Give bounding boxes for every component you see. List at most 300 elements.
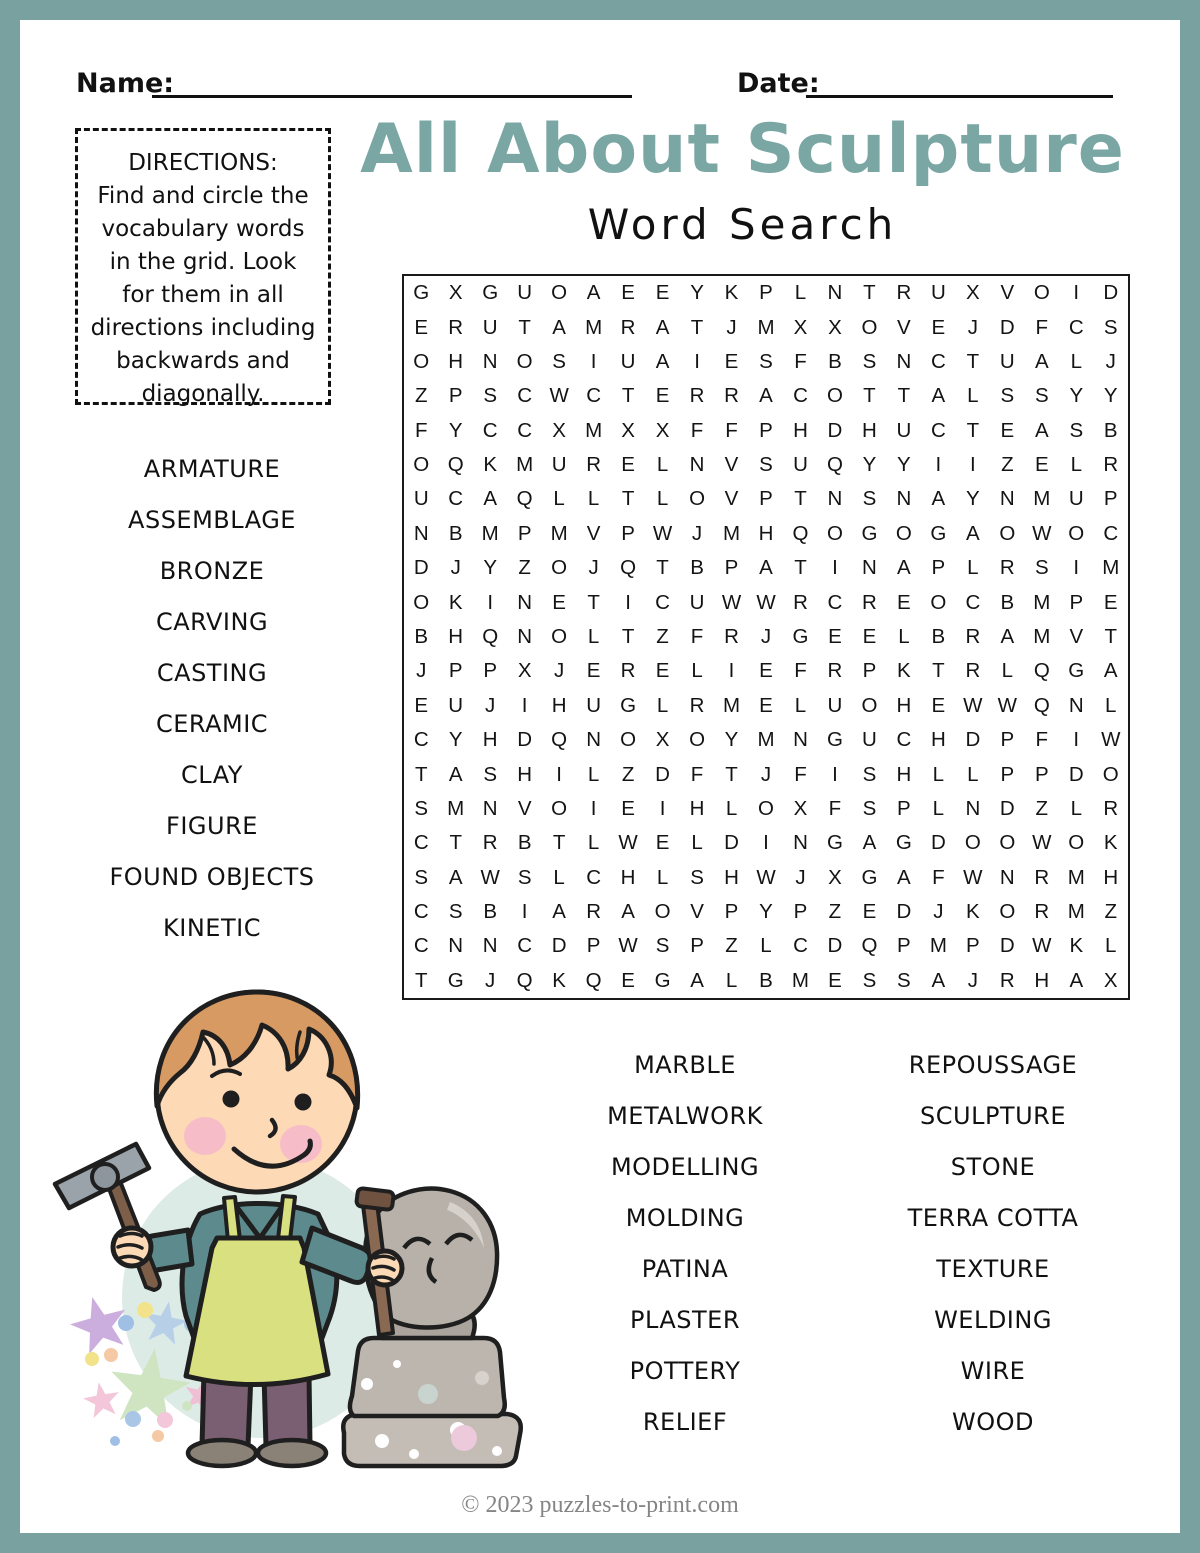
grid-letter[interactable]: Y <box>448 418 463 442</box>
grid-letter[interactable]: W <box>618 934 638 958</box>
grid-letter[interactable]: G <box>654 968 671 992</box>
grid-letter[interactable]: W <box>756 865 776 889</box>
grid-letter[interactable]: O <box>1033 281 1050 305</box>
grid-letter[interactable]: C <box>793 384 808 408</box>
grid-letter[interactable]: S <box>1034 556 1049 580</box>
grid-letter[interactable]: L <box>1070 349 1082 373</box>
grid-letter[interactable]: C <box>413 900 429 924</box>
grid-letter[interactable]: V <box>517 796 532 820</box>
grid-letter[interactable]: C <box>517 934 533 958</box>
grid-letter[interactable]: P <box>759 487 773 511</box>
grid-letter[interactable]: J <box>691 521 703 545</box>
grid-letter[interactable]: L <box>967 762 979 786</box>
grid-letter[interactable]: M <box>550 521 568 545</box>
grid-letter[interactable]: T <box>863 281 876 305</box>
grid-letter[interactable]: L <box>1105 693 1117 717</box>
grid-letter[interactable]: O <box>551 796 568 820</box>
grid-letter[interactable]: T <box>414 968 428 992</box>
grid-letter[interactable]: X <box>517 659 532 683</box>
grid-letter[interactable]: J <box>760 762 772 786</box>
grid-letter[interactable]: L <box>794 281 807 305</box>
grid-letter[interactable]: U <box>793 453 808 477</box>
grid-letter[interactable]: H <box>620 865 636 889</box>
grid-letter[interactable]: L <box>1070 796 1082 820</box>
grid-letter[interactable]: J <box>450 556 461 580</box>
grid-letter[interactable]: P <box>897 934 911 958</box>
grid-letter[interactable]: T <box>656 556 669 580</box>
grid-letter[interactable]: C <box>586 384 602 408</box>
grid-letter[interactable]: L <box>1070 453 1082 477</box>
grid-letter[interactable]: B <box>414 624 429 648</box>
grid-letter[interactable]: R <box>620 659 636 683</box>
grid-letter[interactable]: G <box>826 728 843 752</box>
grid-letter[interactable]: N <box>517 624 533 648</box>
grid-letter[interactable]: C <box>413 831 429 855</box>
grid-letter[interactable]: C <box>586 865 602 889</box>
grid-letter[interactable]: O <box>551 556 568 580</box>
grid-letter[interactable]: B <box>828 349 842 373</box>
grid-letter[interactable]: S <box>862 968 877 992</box>
grid-letter[interactable]: J <box>485 968 496 992</box>
grid-letter[interactable]: A <box>931 968 946 992</box>
grid-letter[interactable]: S <box>483 762 498 786</box>
grid-letter[interactable]: Z <box>518 556 531 580</box>
grid-letter[interactable]: N <box>413 521 429 545</box>
grid-letter[interactable]: M <box>722 693 741 717</box>
grid-letter[interactable]: N <box>827 487 843 511</box>
grid-letter[interactable]: L <box>967 556 979 580</box>
grid-letter[interactable]: E <box>759 693 773 717</box>
grid-letter[interactable]: Q <box>792 521 809 545</box>
grid-letter[interactable]: R <box>827 659 843 683</box>
grid-letter[interactable]: K <box>552 968 566 992</box>
grid-letter[interactable]: T <box>621 624 635 648</box>
grid-letter[interactable]: F <box>690 418 704 442</box>
grid-letter[interactable]: I <box>625 590 631 614</box>
grid-letter[interactable]: N <box>1068 693 1084 717</box>
grid-letter[interactable]: F <box>828 796 842 820</box>
grid-letter[interactable]: H <box>448 624 464 648</box>
grid-letter[interactable]: Y <box>1103 384 1118 408</box>
grid-letter[interactable]: M <box>1067 900 1085 924</box>
grid-letter[interactable]: D <box>413 556 429 580</box>
grid-letter[interactable]: G <box>482 281 499 305</box>
grid-letter[interactable]: B <box>690 556 704 580</box>
grid-letter[interactable]: W <box>652 521 673 545</box>
grid-letter[interactable]: P <box>724 556 739 580</box>
grid-letter[interactable]: C <box>965 590 981 614</box>
grid-letter[interactable]: W <box>721 590 742 614</box>
grid-letter[interactable]: O <box>758 796 774 820</box>
grid-letter[interactable]: N <box>793 831 808 855</box>
grid-letter[interactable]: D <box>1103 281 1119 305</box>
grid-letter[interactable]: O <box>413 453 430 477</box>
grid-letter[interactable]: E <box>724 349 739 373</box>
grid-letter[interactable]: P <box>931 556 946 580</box>
name-input-line[interactable] <box>152 95 632 98</box>
grid-letter[interactable]: T <box>794 487 807 511</box>
grid-letter[interactable]: R <box>620 315 636 339</box>
grid-letter[interactable]: E <box>621 453 635 477</box>
grid-letter[interactable]: A <box>552 315 566 339</box>
grid-letter[interactable]: R <box>586 900 602 924</box>
grid-letter[interactable]: L <box>656 487 669 511</box>
grid-letter[interactable]: N <box>793 728 808 752</box>
grid-letter[interactable]: K <box>966 900 980 924</box>
grid-letter[interactable]: T <box>794 556 807 580</box>
grid-letter[interactable]: A <box>1069 968 1084 992</box>
grid-letter[interactable]: I <box>590 796 597 820</box>
grid-letter[interactable]: M <box>722 521 741 545</box>
grid-letter[interactable]: R <box>896 281 912 305</box>
grid-letter[interactable]: G <box>861 521 878 545</box>
grid-letter[interactable]: A <box>586 281 601 305</box>
grid-letter[interactable]: D <box>827 934 843 958</box>
grid-letter[interactable]: Y <box>448 728 463 752</box>
grid-letter[interactable]: T <box>414 762 428 786</box>
grid-letter[interactable]: E <box>1103 590 1118 614</box>
grid-letter[interactable]: S <box>690 865 704 889</box>
grid-letter[interactable]: L <box>656 453 669 477</box>
grid-letter[interactable]: N <box>896 487 912 511</box>
grid-letter[interactable]: X <box>552 418 566 442</box>
grid-letter[interactable]: E <box>862 900 877 924</box>
grid-letter[interactable]: X <box>793 315 808 339</box>
grid-letter[interactable]: V <box>724 453 739 477</box>
grid-letter[interactable]: E <box>655 831 670 855</box>
grid-letter[interactable]: E <box>655 384 670 408</box>
grid-letter[interactable]: M <box>1033 624 1051 648</box>
grid-letter[interactable]: J <box>760 624 772 648</box>
grid-letter[interactable]: H <box>724 865 739 889</box>
grid-letter[interactable]: H <box>1103 865 1119 889</box>
grid-letter[interactable]: L <box>760 934 772 958</box>
grid-letter[interactable]: R <box>1103 796 1119 820</box>
grid-letter[interactable]: P <box>759 281 773 305</box>
grid-letter[interactable]: J <box>933 900 944 924</box>
grid-letter[interactable]: N <box>517 590 533 614</box>
grid-letter[interactable]: P <box>1034 762 1049 786</box>
grid-letter[interactable]: Z <box>725 934 738 958</box>
grid-letter[interactable]: G <box>620 693 637 717</box>
grid-letter[interactable]: Y <box>483 556 498 580</box>
grid-letter[interactable]: N <box>586 728 602 752</box>
grid-letter[interactable]: U <box>999 349 1015 373</box>
grid-letter[interactable]: A <box>1034 418 1049 442</box>
grid-letter[interactable]: Q <box>620 556 637 580</box>
grid-letter[interactable]: Q <box>585 968 602 992</box>
grid-letter[interactable]: S <box>483 384 498 408</box>
grid-letter[interactable]: L <box>691 659 703 683</box>
grid-letter[interactable]: L <box>587 762 600 786</box>
grid-letter[interactable]: Y <box>724 728 739 752</box>
grid-letter[interactable]: P <box>966 934 980 958</box>
grid-letter[interactable]: D <box>896 900 912 924</box>
grid-letter[interactable]: C <box>1068 315 1084 339</box>
grid-letter[interactable]: A <box>621 900 635 924</box>
grid-letter[interactable]: L <box>725 796 738 820</box>
grid-letter[interactable]: O <box>689 487 706 511</box>
grid-letter[interactable]: P <box>1103 487 1118 511</box>
grid-letter[interactable]: A <box>862 831 877 855</box>
grid-letter[interactable]: I <box>1073 556 1080 580</box>
grid-letter[interactable]: I <box>521 693 528 717</box>
grid-letter[interactable]: D <box>930 831 946 855</box>
grid-letter[interactable]: S <box>414 865 429 889</box>
grid-letter[interactable]: N <box>965 796 981 820</box>
grid-letter[interactable]: A <box>897 556 911 580</box>
grid-letter[interactable]: L <box>691 831 703 855</box>
grid-letter[interactable]: H <box>862 418 877 442</box>
grid-letter[interactable]: C <box>517 384 533 408</box>
grid-letter[interactable]: Y <box>690 281 704 305</box>
grid-letter[interactable]: B <box>448 521 463 545</box>
grid-letter[interactable]: R <box>448 315 464 339</box>
grid-letter[interactable]: P <box>448 659 463 683</box>
grid-letter[interactable]: W <box>997 693 1017 717</box>
grid-letter[interactable]: R <box>1103 453 1119 477</box>
grid-letter[interactable]: C <box>482 418 498 442</box>
grid-letter[interactable]: W <box>1032 934 1052 958</box>
grid-letter[interactable]: L <box>932 796 945 820</box>
grid-letter[interactable]: X <box>1103 968 1118 992</box>
grid-letter[interactable]: O <box>999 900 1016 924</box>
grid-letter[interactable]: P <box>724 900 739 924</box>
grid-letter[interactable]: I <box>487 590 494 614</box>
grid-letter[interactable]: V <box>1000 281 1015 305</box>
grid-letter[interactable]: S <box>862 349 877 373</box>
grid-letter[interactable]: O <box>551 281 568 305</box>
grid-letter[interactable]: M <box>1102 556 1120 580</box>
grid-letter[interactable]: I <box>521 900 528 924</box>
grid-letter[interactable]: L <box>587 831 600 855</box>
grid-letter[interactable]: P <box>1000 728 1015 752</box>
grid-letter[interactable]: A <box>1103 659 1118 683</box>
grid-letter[interactable]: E <box>1034 453 1049 477</box>
grid-letter[interactable]: J <box>554 659 565 683</box>
grid-letter[interactable]: D <box>999 315 1015 339</box>
grid-letter[interactable]: E <box>586 659 601 683</box>
grid-letter[interactable]: L <box>1001 659 1014 683</box>
grid-letter[interactable]: G <box>826 831 843 855</box>
grid-letter[interactable]: L <box>656 865 669 889</box>
grid-letter[interactable]: M <box>1033 590 1051 614</box>
grid-letter[interactable]: P <box>1000 762 1015 786</box>
grid-letter[interactable]: Y <box>966 487 980 511</box>
grid-letter[interactable]: N <box>482 796 498 820</box>
grid-letter[interactable]: T <box>1104 624 1118 648</box>
grid-letter[interactable]: C <box>896 728 912 752</box>
grid-letter[interactable]: I <box>694 349 700 373</box>
grid-letter[interactable]: E <box>828 624 842 648</box>
grid-letter[interactable]: P <box>690 934 704 958</box>
grid-letter[interactable]: Z <box>414 384 428 408</box>
grid-letter[interactable]: R <box>999 968 1015 992</box>
grid-letter[interactable]: F <box>1035 728 1049 752</box>
grid-letter[interactable]: H <box>517 762 533 786</box>
grid-letter[interactable]: I <box>763 831 769 855</box>
grid-letter[interactable]: T <box>690 315 704 339</box>
grid-letter[interactable]: M <box>585 315 603 339</box>
grid-letter[interactable]: L <box>725 968 738 992</box>
date-input-line[interactable] <box>806 95 1113 98</box>
grid-letter[interactable]: S <box>1103 315 1118 339</box>
grid-letter[interactable]: E <box>621 968 635 992</box>
grid-letter[interactable]: Q <box>516 487 533 511</box>
grid-letter[interactable]: W <box>963 693 983 717</box>
grid-letter[interactable]: F <box>690 762 704 786</box>
grid-letter[interactable]: H <box>930 728 946 752</box>
grid-letter[interactable]: R <box>999 556 1015 580</box>
grid-letter[interactable]: I <box>590 349 597 373</box>
grid-letter[interactable]: L <box>553 487 565 511</box>
grid-letter[interactable]: V <box>690 900 704 924</box>
grid-letter[interactable]: K <box>483 453 498 477</box>
grid-letter[interactable]: O <box>551 624 568 648</box>
grid-letter[interactable]: R <box>1034 900 1050 924</box>
grid-letter[interactable]: O <box>895 521 912 545</box>
grid-letter[interactable]: I <box>832 762 838 786</box>
grid-letter[interactable]: H <box>896 762 912 786</box>
grid-letter[interactable]: I <box>970 453 976 477</box>
grid-letter[interactable]: P <box>759 418 773 442</box>
grid-letter[interactable]: H <box>448 349 464 373</box>
grid-letter[interactable]: X <box>828 315 842 339</box>
grid-letter[interactable]: P <box>448 384 463 408</box>
grid-letter[interactable]: A <box>759 384 773 408</box>
grid-letter[interactable]: I <box>556 762 562 786</box>
grid-letter[interactable]: N <box>482 349 498 373</box>
grid-letter[interactable]: Z <box>1001 453 1014 477</box>
grid-letter[interactable]: U <box>517 281 533 305</box>
grid-letter[interactable]: J <box>1105 349 1116 373</box>
grid-letter[interactable]: X <box>828 865 842 889</box>
grid-letter[interactable]: I <box>1073 281 1080 305</box>
grid-letter[interactable]: T <box>966 418 980 442</box>
grid-letter[interactable]: G <box>447 968 464 992</box>
grid-letter[interactable]: J <box>726 315 737 339</box>
grid-letter[interactable]: V <box>897 315 911 339</box>
grid-letter[interactable]: X <box>966 281 980 305</box>
grid-letter[interactable]: L <box>587 487 600 511</box>
grid-letter[interactable]: D <box>999 796 1015 820</box>
grid-letter[interactable]: P <box>862 659 877 683</box>
grid-letter[interactable]: W <box>963 865 983 889</box>
grid-letter[interactable]: F <box>932 865 945 889</box>
grid-letter[interactable]: H <box>482 728 498 752</box>
grid-letter[interactable]: A <box>448 762 463 786</box>
grid-letter[interactable]: O <box>999 831 1016 855</box>
grid-letter[interactable]: Z <box>656 624 669 648</box>
grid-letter[interactable]: C <box>930 349 946 373</box>
grid-letter[interactable]: W <box>1032 831 1052 855</box>
grid-letter[interactable]: W <box>1101 728 1121 752</box>
grid-letter[interactable]: U <box>930 281 946 305</box>
grid-letter[interactable]: G <box>930 521 947 545</box>
grid-letter[interactable]: J <box>416 659 427 683</box>
grid-letter[interactable]: S <box>414 796 429 820</box>
grid-letter[interactable]: E <box>862 624 877 648</box>
grid-letter[interactable]: E <box>414 693 429 717</box>
grid-letter[interactable]: J <box>588 556 599 580</box>
grid-letter[interactable]: Q <box>1033 693 1050 717</box>
grid-letter[interactable]: T <box>587 590 600 614</box>
grid-letter[interactable]: C <box>413 728 429 752</box>
grid-letter[interactable]: P <box>897 796 911 820</box>
grid-letter[interactable]: G <box>413 281 430 305</box>
grid-letter[interactable]: S <box>897 968 911 992</box>
grid-letter[interactable]: E <box>414 315 429 339</box>
grid-letter[interactable]: Z <box>1035 796 1049 820</box>
grid-letter[interactable]: O <box>654 900 671 924</box>
grid-letter[interactable]: L <box>898 624 910 648</box>
grid-letter[interactable]: F <box>1035 315 1049 339</box>
grid-letter[interactable]: A <box>655 315 670 339</box>
grid-letter[interactable]: O <box>1068 831 1085 855</box>
grid-letter[interactable]: O <box>1068 521 1085 545</box>
grid-letter[interactable]: E <box>655 659 670 683</box>
grid-letter[interactable]: O <box>826 384 843 408</box>
grid-letter[interactable]: M <box>757 315 775 339</box>
grid-letter[interactable]: I <box>935 453 942 477</box>
grid-letter[interactable]: D <box>551 934 567 958</box>
grid-letter[interactable]: R <box>1034 865 1050 889</box>
grid-letter[interactable]: A <box>966 521 980 545</box>
grid-letter[interactable]: A <box>897 865 911 889</box>
grid-letter[interactable]: D <box>1068 762 1084 786</box>
grid-letter[interactable]: B <box>1000 590 1015 614</box>
grid-letter[interactable]: U <box>827 693 843 717</box>
grid-letter[interactable]: C <box>827 590 843 614</box>
grid-letter[interactable]: L <box>553 865 565 889</box>
grid-letter[interactable]: G <box>861 865 878 889</box>
grid-letter[interactable]: P <box>483 659 498 683</box>
grid-letter[interactable]: S <box>448 900 463 924</box>
grid-letter[interactable]: M <box>791 968 809 992</box>
grid-letter[interactable]: O <box>861 693 878 717</box>
grid-letter[interactable]: L <box>794 693 807 717</box>
grid-letter[interactable]: N <box>999 487 1015 511</box>
grid-letter[interactable]: W <box>549 384 569 408</box>
grid-letter[interactable]: L <box>932 762 945 786</box>
grid-letter[interactable]: N <box>862 556 877 580</box>
grid-letter[interactable]: N <box>827 281 843 305</box>
grid-letter[interactable]: A <box>931 487 946 511</box>
grid-letter[interactable]: J <box>485 693 496 717</box>
grid-letter[interactable]: B <box>483 900 498 924</box>
grid-letter[interactable]: S <box>552 349 566 373</box>
grid-letter[interactable]: A <box>931 384 946 408</box>
grid-letter[interactable]: S <box>862 487 877 511</box>
grid-letter[interactable]: I <box>728 659 735 683</box>
grid-letter[interactable]: P <box>621 521 635 545</box>
grid-letter[interactable]: N <box>482 934 498 958</box>
grid-letter[interactable]: X <box>793 796 808 820</box>
grid-letter[interactable]: L <box>587 624 600 648</box>
grid-letter[interactable]: W <box>756 590 776 614</box>
grid-letter[interactable]: N <box>689 453 705 477</box>
grid-letter[interactable]: F <box>414 418 428 442</box>
grid-letter[interactable]: E <box>621 281 635 305</box>
grid-letter[interactable]: U <box>551 453 567 477</box>
grid-letter[interactable]: B <box>1103 418 1118 442</box>
grid-letter[interactable]: O <box>861 315 878 339</box>
grid-letter[interactable]: S <box>1069 418 1084 442</box>
grid-letter[interactable]: G <box>895 831 912 855</box>
grid-letter[interactable]: T <box>932 659 945 683</box>
grid-letter[interactable]: D <box>999 934 1015 958</box>
grid-letter[interactable]: O <box>413 349 430 373</box>
